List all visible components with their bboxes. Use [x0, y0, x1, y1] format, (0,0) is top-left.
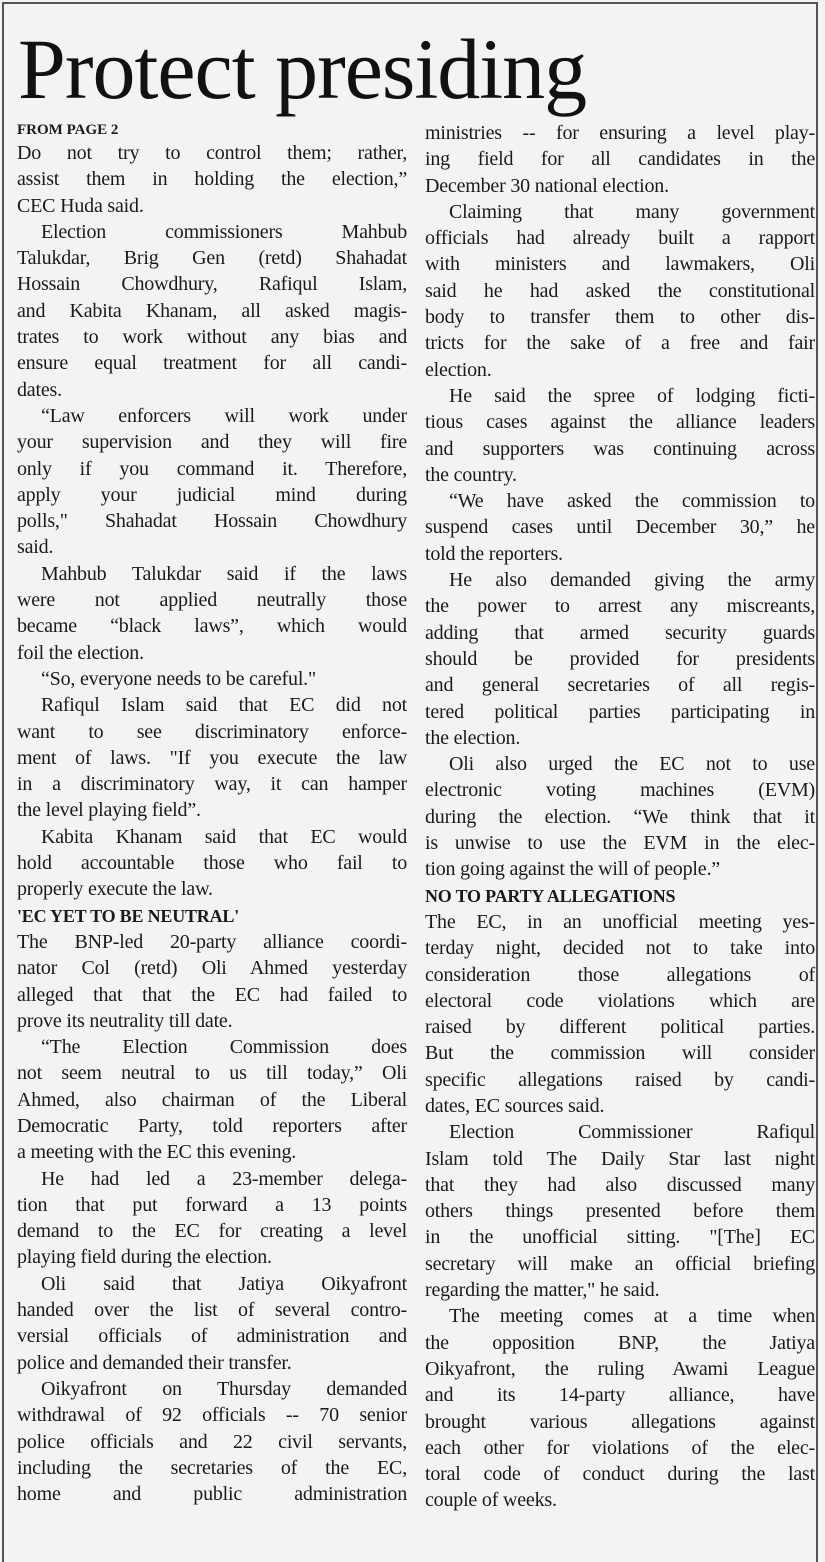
- text-line: during the election. “We think that it: [425, 805, 815, 828]
- text-line: “We have asked the commission to: [449, 490, 815, 513]
- text-line: tricts for the sake of a free and fair: [425, 332, 815, 355]
- text-line: the election.: [425, 726, 521, 749]
- paragraph: [17, 403, 407, 561]
- paragraph: [425, 199, 815, 383]
- text-line: said he had asked the constitutional: [425, 279, 815, 302]
- paragraph: [425, 488, 815, 567]
- paragraph: [425, 120, 815, 199]
- headline: Protect presiding: [18, 21, 587, 117]
- text-line: tion going against the will of people.”: [425, 858, 720, 881]
- text-line: electronic voting machines (EVM): [425, 779, 815, 802]
- text-line: in the unofficial sitting. "[The] EC: [425, 1226, 815, 1249]
- text-line: alleged that that the EC had failed to: [17, 983, 407, 1006]
- text-line: properly execute the law.: [17, 878, 213, 901]
- text-line: playing field during the election.: [17, 1246, 272, 1269]
- text-line: should be provided for presidents: [425, 647, 815, 670]
- text-line: suspend cases until December 30,” he: [425, 516, 815, 539]
- text-line: were not applied neutrally those: [17, 589, 407, 612]
- text-line: polls," Shahadat Hossain Chowdhury: [17, 510, 407, 533]
- text-line: ministries -- for ensuring a level play-: [425, 122, 815, 144]
- paragraph: [17, 561, 407, 666]
- right-column: [425, 120, 815, 1514]
- text-line: want to see discriminatory enforce-: [17, 720, 407, 743]
- text-line: hold accountable those who fail to: [17, 852, 407, 875]
- text-line: election.: [425, 358, 492, 381]
- text-line: others things presented before them: [425, 1200, 815, 1223]
- text-line: brought various allegations against: [425, 1410, 815, 1433]
- text-line: police officials and 22 civil servants,: [17, 1430, 407, 1453]
- left-column: [17, 120, 407, 1507]
- text-line: adding that armed security guards: [425, 621, 815, 644]
- text-line: told the reporters.: [425, 542, 563, 565]
- paragraph: [17, 666, 407, 692]
- text-line: Kabita Khanam said that EC would: [41, 825, 407, 848]
- text-line: secretary will make an official briefing: [425, 1252, 815, 1275]
- text-line: Claiming that many government: [449, 200, 815, 223]
- text-line: ing field for all candidates in the: [425, 148, 815, 171]
- paragraph: [425, 567, 815, 751]
- text-line: prove its neutrality till date.: [17, 1009, 233, 1032]
- paragraph: [17, 824, 407, 903]
- text-line: foil the election.: [17, 641, 144, 664]
- text-line: Oikyafront on Thursday demanded: [41, 1377, 407, 1400]
- text-line: your supervision and they will fire: [17, 431, 407, 454]
- text-line: raised by different political parties.: [425, 1016, 815, 1039]
- text-line: The BNP-led 20-party alliance coordi-: [17, 930, 407, 953]
- text-line: that they had also discussed many: [425, 1173, 815, 1196]
- text-line: assist them in holding the election,”: [17, 168, 407, 191]
- text-line: “The Election Commission does: [41, 1036, 407, 1059]
- text-line: Oli also urged the EC not to use: [449, 753, 815, 776]
- text-line: tered political parties participating in: [425, 700, 815, 723]
- text-line: specific allegations raised by candi-: [425, 1068, 815, 1091]
- text-line: ment of laws. "If you execute the law: [17, 746, 407, 769]
- text-line: regarding the matter," he said.: [425, 1279, 660, 1302]
- text-line: and general secretaries of all regis-: [425, 674, 815, 697]
- paragraph: [17, 140, 407, 219]
- text-line: But the commission will consider: [425, 1042, 815, 1065]
- paragraph: [425, 1303, 815, 1513]
- text-line: CEC Huda said.: [17, 194, 144, 217]
- paragraph: [17, 1376, 407, 1507]
- text-line: Election commissioners Mahbub: [41, 220, 407, 243]
- text-line: handed over the list of several contro-: [17, 1299, 407, 1322]
- text-line: officials had already built a rapport: [425, 227, 815, 250]
- kicker-from-page: FROM PAGE 2: [17, 122, 119, 138]
- text-line: and Kabita Khanam, all asked magis-: [17, 299, 407, 322]
- text-line: couple of weeks.: [425, 1489, 557, 1512]
- subheading: 'EC YET TO BE NEUTRAL': [17, 905, 240, 926]
- text-line: Mahbub Talukdar said if the laws: [41, 562, 407, 585]
- text-line: The EC, in an unofficial meeting yes-: [425, 910, 815, 933]
- paragraph: [17, 929, 407, 1034]
- text-line: not seem neutral to us till today,” Oli: [17, 1062, 407, 1085]
- text-line: Hossain Chowdhury, Rafiqul Islam,: [17, 273, 407, 296]
- paragraph: [425, 909, 815, 1119]
- text-line: He said the spree of lodging ficti-: [449, 384, 815, 407]
- paragraph: [17, 1034, 407, 1165]
- text-line: is unwise to use the EVM in the elec-: [425, 832, 815, 855]
- paragraph: [17, 692, 407, 823]
- paragraph: [17, 219, 407, 403]
- subheading: NO TO PARTY ALLEGATIONS: [425, 885, 676, 906]
- text-line: each other for violations of the elec-: [425, 1436, 815, 1459]
- text-line: only if you command it. Therefore,: [17, 457, 407, 480]
- text-line: dates, EC sources said.: [425, 1094, 605, 1117]
- left-column-body: [17, 140, 407, 1507]
- text-line: demand to the EC for creating a level: [17, 1220, 407, 1243]
- text-line: tious cases against the alliance leaders: [425, 411, 815, 434]
- text-line: became “black laws”, which would: [17, 615, 407, 638]
- text-line: in a discriminatory way, it can hamper: [17, 773, 407, 796]
- text-line: Islam told The Daily Star last night: [425, 1147, 815, 1170]
- text-line: consideration those allegations of: [425, 963, 815, 986]
- text-line: Oli said that Jatiya Oikyafront: [41, 1272, 407, 1295]
- text-line: Election Commissioner Rafiqul: [449, 1121, 815, 1144]
- text-line: the opposition BNP, the Jatiya: [425, 1331, 815, 1354]
- text-line: withdrawal of 92 officials -- 70 senior: [17, 1404, 407, 1427]
- paragraph: [17, 1271, 407, 1376]
- text-line: ensure equal treatment for all candi-: [17, 352, 407, 375]
- text-line: toral code of conduct during the last: [425, 1463, 815, 1486]
- text-line: “Law enforcers will work under: [41, 404, 407, 427]
- text-line: Talukdar, Brig Gen (retd) Shahadat: [17, 247, 407, 270]
- right-column-body: [425, 120, 815, 1514]
- text-line: the power to arrest any miscreants,: [425, 595, 815, 618]
- text-line: tion that put forward a 13 points: [17, 1193, 407, 1216]
- text-line: police and demanded their transfer.: [17, 1351, 292, 1374]
- text-line: including the secretaries of the EC,: [17, 1456, 407, 1479]
- text-line: terday night, decided not to take into: [425, 937, 815, 960]
- text-line: electoral code violations which are: [425, 989, 815, 1012]
- text-line: The meeting comes at a time when: [449, 1305, 815, 1328]
- text-line: He had led a 23-member delega-: [41, 1167, 407, 1190]
- text-line: and supporters was continuing across: [425, 437, 815, 460]
- text-line: body to transfer them to other dis-: [425, 306, 815, 329]
- paragraph: [425, 1119, 815, 1303]
- text-line: Democratic Party, told reporters after: [17, 1114, 407, 1137]
- text-line: Rafiqul Islam said that EC did not: [41, 694, 407, 717]
- text-line: “So, everyone needs to be careful.": [41, 667, 316, 690]
- text-line: the level playing field”.: [17, 799, 201, 822]
- text-line: December 30 national election.: [425, 174, 669, 197]
- text-line: trates to work without any bias and: [17, 326, 407, 349]
- text-line: Ahmed, also chairman of the Liberal: [17, 1088, 407, 1111]
- text-line: a meeting with the EC this evening.: [17, 1141, 297, 1164]
- text-line: He also demanded giving the army: [449, 569, 815, 592]
- text-line: and its 14-party alliance, have: [425, 1384, 815, 1407]
- paragraph: [425, 383, 815, 488]
- text-line: versial officials of administration and: [17, 1325, 407, 1348]
- text-line: with ministers and lawmakers, Oli: [425, 253, 815, 276]
- paragraph: [17, 1166, 407, 1271]
- text-line: the country.: [425, 463, 517, 486]
- text-line: Oikyafront, the ruling Awami League: [425, 1357, 815, 1380]
- text-line: said.: [17, 536, 54, 559]
- paragraph: [425, 751, 815, 882]
- text-line: Do not try to control them; rather,: [17, 142, 407, 164]
- text-line: nator Col (retd) Oli Ahmed yesterday: [17, 957, 407, 980]
- text-line: home and public administration: [17, 1483, 407, 1506]
- text-line: apply your judicial mind during: [17, 483, 407, 506]
- text-line: dates.: [17, 378, 62, 401]
